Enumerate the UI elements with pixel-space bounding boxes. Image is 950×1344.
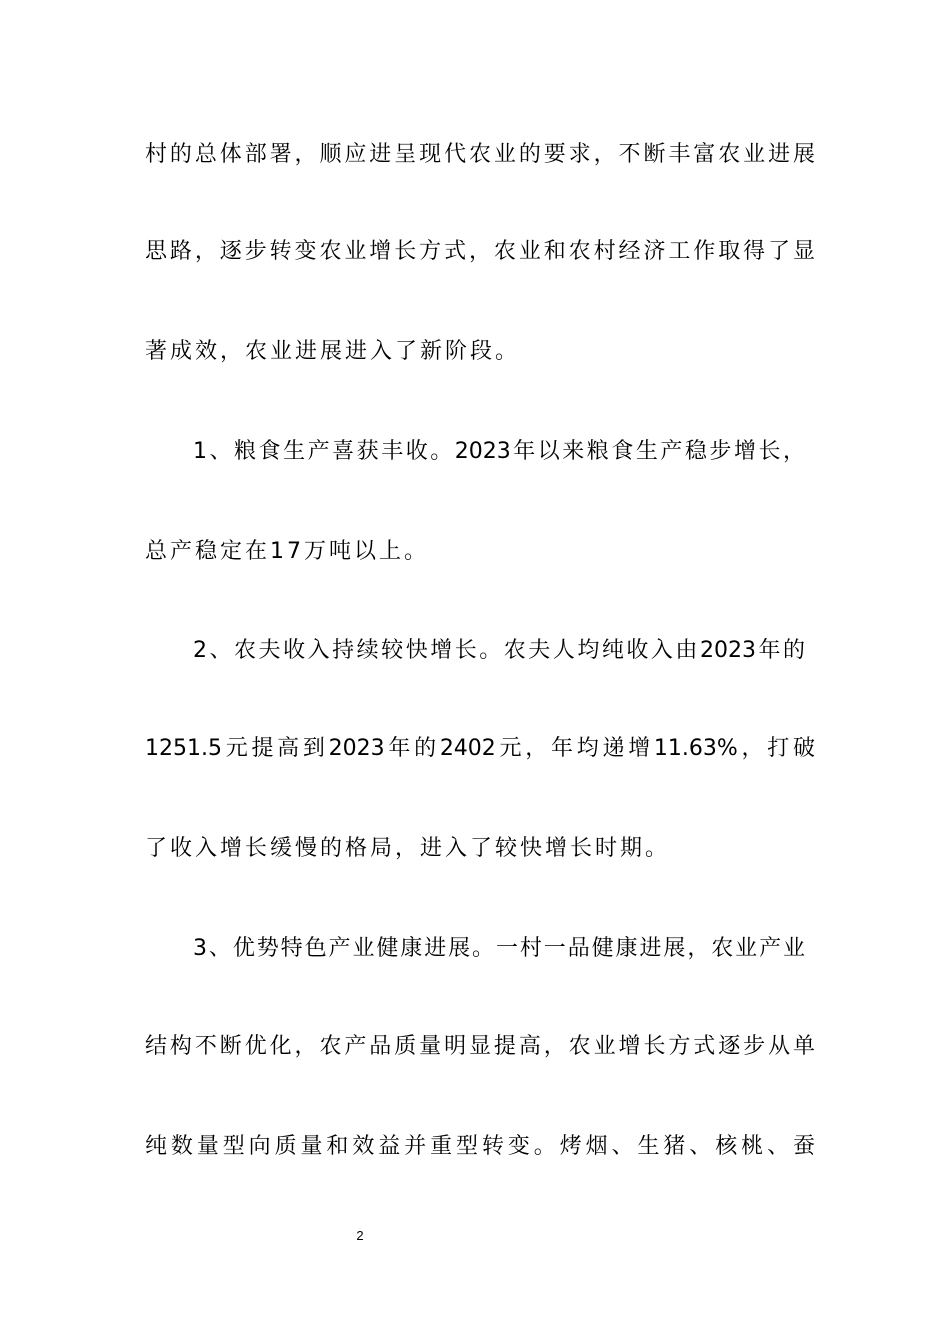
text-line: 纯数量型向质量和效益并重型转变。烤烟、生猪、核桃、蚕 bbox=[145, 1134, 815, 1159]
text-line: 结构不断优化，农产品质量明显提高，农业增长方式逐步从单 bbox=[145, 1034, 815, 1059]
text-line: 著成效，农业进展进入了新阶段。 bbox=[145, 339, 521, 364]
paragraph-first-line: 2、农夫收入持续较快增长。农夫人均纯收入由2023年的 bbox=[193, 638, 805, 663]
text-line: 总产稳定在17万吨以上。 bbox=[145, 539, 429, 564]
paragraph-first-line: 3、优势特色产业健康进展。一村一品健康进展，农业产业 bbox=[193, 936, 805, 961]
text-line: 思路，逐步转变农业增长方式，农业和农村经济工作取得了显 bbox=[145, 239, 815, 264]
text-line: 了收入增长缓慢的格局，进入了较快增长时期。 bbox=[145, 836, 671, 861]
paragraph-first-line: 1、粮食生产喜获丰收。2023年以来粮食生产稳步增长， bbox=[193, 439, 805, 464]
text-line: 村的总体部署，顺应进呈现代农业的要求，不断丰富农业进展 bbox=[145, 142, 815, 167]
page-number: 2 bbox=[356, 1228, 364, 1243]
text-line: 1251.5元提高到2023年的2402元，年均递增11.63%，打破 bbox=[145, 736, 815, 761]
